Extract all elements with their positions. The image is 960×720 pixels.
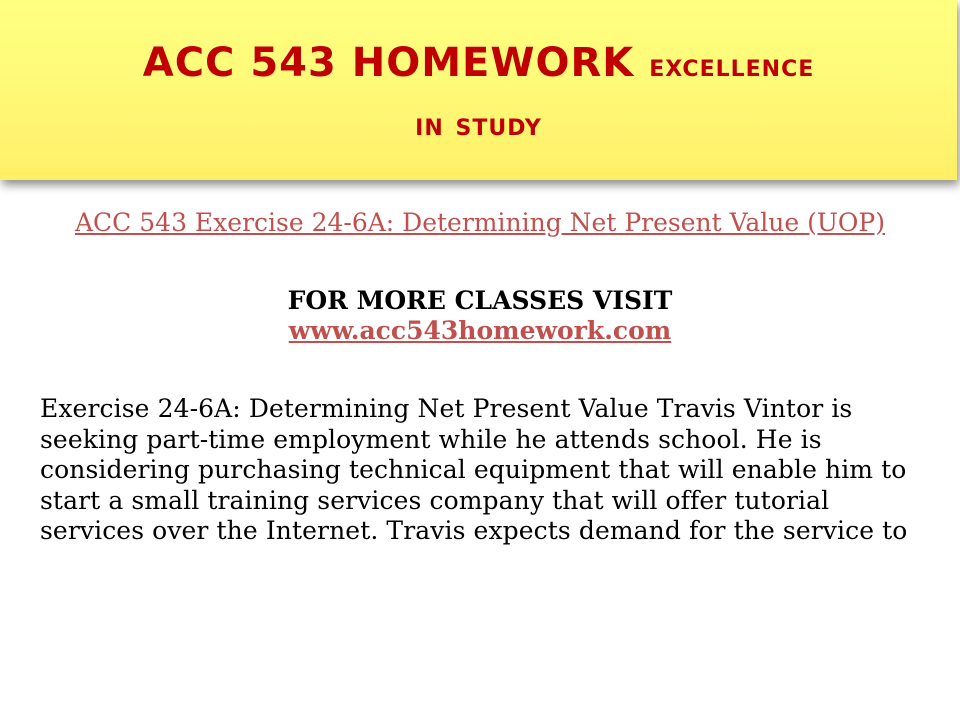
title-in-study: in study <box>415 107 542 143</box>
exercise-description: Exercise 24-6A: Determining Net Present Value Travis Vintor is seeking part-time employment while he attends school. He is considering purchasing technical equipment that will enable him to start a small training services company that will offer tutorial services over the Internet. Travis expects demand for the service to <box>40 394 908 545</box>
title-box <box>0 0 957 180</box>
slide-title <box>0 0 957 154</box>
title-main: ACC 543 HOMEWORK <box>142 40 650 86</box>
website-link[interactable]: www.acc543homework.com <box>288 316 672 345</box>
more-classes-text: FOR MORE CLASSES VISIT <box>287 286 673 315</box>
slide-content <box>40 208 920 547</box>
exercise-link[interactable]: ACC 543 Exercise 24-6A: Determining Net Present Value (UOP) <box>75 208 885 237</box>
title-excellence: excellence <box>649 48 815 84</box>
